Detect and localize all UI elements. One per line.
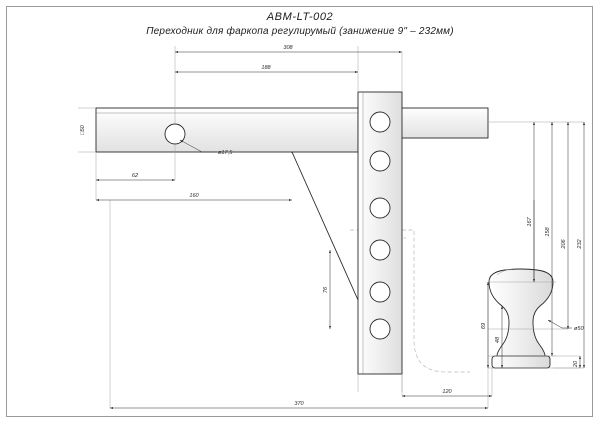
- dim-label-160: 160: [189, 193, 199, 199]
- dim-label-232: 232: [577, 239, 583, 249]
- dim-label-206: 206: [561, 239, 567, 249]
- dim-label-370: 370: [294, 401, 304, 407]
- mounting-hole: [370, 151, 390, 171]
- dim-label-62: 62: [131, 173, 139, 179]
- shank-body: [96, 108, 488, 152]
- dim-label-shank-square: □50: [80, 125, 86, 135]
- dim-label-167: 167: [527, 217, 533, 227]
- dim-label-76: 76: [323, 286, 329, 294]
- mounting-hole: [370, 282, 390, 302]
- gusset-brace: [292, 152, 358, 300]
- tow-ball: [489, 269, 553, 368]
- dimension-lines-horizontal: [96, 52, 492, 408]
- mounting-hole: [370, 198, 390, 218]
- drawing-code: ABM-LT-002: [266, 11, 334, 23]
- dim-label-ball-dia: ø50: [574, 326, 584, 332]
- dim-label-69: 69: [481, 322, 487, 330]
- dim-label-20: 20: [573, 360, 579, 368]
- dim-label-120: 120: [442, 389, 452, 395]
- leader-ball: [548, 320, 562, 328]
- mounting-hole: [370, 112, 390, 132]
- dim-label-308: 308: [283, 45, 293, 51]
- dim-label-48: 48: [495, 336, 501, 344]
- dim-label-158: 158: [545, 227, 551, 237]
- dim-label-pin-hole-dia: ø17,5: [218, 150, 233, 156]
- mounting-hole: [370, 319, 390, 339]
- drawing-subtitle: Переходник для фаркопа регулирумый (занижение 9" – 232мм): [146, 25, 454, 37]
- dim-label-188: 188: [261, 65, 271, 71]
- mounting-hole: [370, 240, 390, 260]
